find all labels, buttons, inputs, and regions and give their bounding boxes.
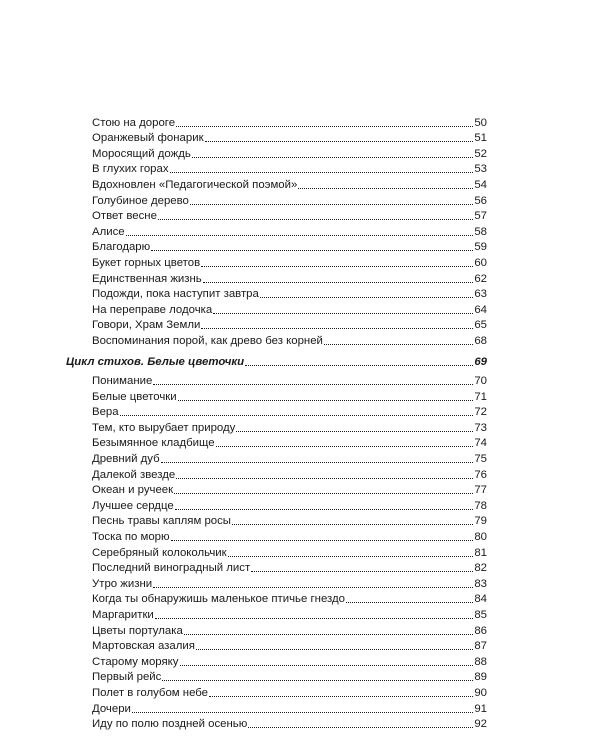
toc-entry-page-number: 52 [474, 147, 487, 160]
dot-leader [120, 415, 474, 416]
toc-entry-page-number: 59 [474, 241, 487, 254]
toc-entry-page-number: 79 [474, 515, 487, 528]
toc-entry-page-number: 58 [474, 225, 487, 238]
dot-leader [196, 649, 473, 650]
toc-entry [92, 450, 487, 466]
dot-leader [180, 665, 474, 666]
toc-entry-page-number: 89 [474, 671, 487, 684]
toc-entry [92, 669, 487, 685]
dot-leader [178, 400, 474, 401]
toc-entry [92, 317, 487, 333]
toc-entry-title: Древний дуб [92, 453, 160, 466]
dot-leader [162, 680, 473, 681]
toc-entry-page-number: 90 [474, 686, 487, 699]
dot-leader [192, 157, 474, 158]
dot-leader [209, 696, 473, 697]
toc-entry-title: Цикл стихов. Белые цветочки [66, 355, 245, 368]
toc-entry-page-number: 70 [474, 375, 487, 388]
toc-entry [92, 332, 487, 348]
dot-leader [161, 462, 474, 463]
toc-entry [92, 482, 487, 498]
toc-entry-title: Ответ весне [92, 210, 157, 223]
toc-entry-page-number: 85 [474, 609, 487, 621]
toc-entry-title: Тоска по морю [92, 531, 170, 544]
dot-leader [298, 188, 473, 189]
toc-entry [92, 192, 487, 208]
dot-leader [151, 250, 473, 251]
toc-entry-page-number: 54 [474, 178, 487, 191]
toc-entry [92, 388, 487, 404]
toc-entry [92, 301, 487, 317]
toc-entry-page-number: 92 [474, 718, 487, 731]
toc-entry [92, 161, 487, 177]
table-of-contents [0, 114, 600, 731]
toc-entry [92, 622, 487, 638]
toc-entry-page-number: 57 [474, 210, 487, 223]
dot-leader [126, 235, 474, 236]
dot-leader [346, 602, 473, 603]
dot-leader [190, 204, 473, 205]
toc-entry [92, 419, 487, 435]
dot-leader [232, 524, 473, 525]
toc-entry-title: На переправе лодочка [92, 303, 213, 316]
toc-entry-title: Далекой звезде [92, 468, 176, 481]
dot-leader [216, 446, 474, 447]
toc-entry-page-number: 71 [474, 390, 487, 403]
dot-leader [203, 282, 474, 283]
toc-entry-title: Океан и ручеек [92, 484, 174, 497]
toc-entry-page-number: 50 [474, 116, 487, 129]
toc-entry-page-number: 83 [474, 577, 487, 590]
dot-leader [248, 727, 473, 728]
toc-entry-page-number: 56 [474, 194, 487, 207]
toc-entry-title: Оранжевый фонарик [92, 132, 204, 145]
toc-section-heading [66, 353, 487, 369]
dot-leader [170, 172, 474, 173]
toc-entry-page-number: 77 [474, 484, 487, 497]
toc-entry-page-number: 81 [474, 546, 487, 559]
toc-entry [92, 653, 487, 669]
toc-entry-page-number: 75 [474, 453, 487, 466]
toc-entry-title: Говори, Храм Земли [92, 319, 201, 332]
toc-entry-title: Песнь травы каплям росы [92, 515, 231, 528]
dot-leader [132, 712, 473, 713]
toc-entry [92, 254, 487, 270]
dot-leader [158, 219, 473, 220]
toc-entry-page-number: 80 [474, 531, 487, 544]
dot-leader [171, 540, 474, 541]
toc-entry [92, 544, 487, 560]
toc-entry-page-number: 82 [474, 562, 487, 575]
toc-entry-page-number: 72 [474, 406, 487, 419]
dot-leader [201, 266, 473, 267]
dot-leader [251, 571, 473, 572]
toc-entry [92, 606, 487, 622]
toc-entry-title: В глухих горах [92, 163, 169, 176]
toc-entry-title: Последний виноградный лист [92, 562, 251, 575]
toc-entry-title: Единственная жизнь [92, 272, 202, 285]
dot-leader [176, 478, 473, 479]
toc-entry [92, 684, 487, 700]
dot-leader [174, 493, 473, 494]
toc-entry-title: Понимание [92, 375, 153, 388]
toc-entry-title: Воспоминания порой, как древо без корней [92, 334, 323, 347]
toc-entry-page-number: 69 [474, 355, 487, 368]
toc-entry-title: Мартовская азалия [92, 640, 195, 653]
toc-entry-title: Тем, кто вырубает природу [92, 421, 236, 434]
toc-entry [92, 513, 487, 529]
toc-entry-title: Безымянное кладбище [92, 437, 215, 450]
dot-leader [153, 587, 473, 588]
toc-entry-page-number: 73 [474, 421, 487, 434]
toc-entry-page-number: 60 [474, 256, 487, 269]
toc-entry [92, 591, 487, 607]
toc-entry [92, 145, 487, 161]
toc-entry-title: Алисе [92, 225, 125, 238]
toc-entry-title: Стою на дороге [92, 116, 176, 129]
toc-entry-page-number: 91 [474, 702, 487, 715]
dot-leader [153, 384, 473, 385]
toc-entry-page-number: 64 [474, 303, 487, 316]
toc-entry [92, 466, 487, 482]
toc-entry-title: Букет горных цветов [92, 256, 201, 269]
dot-leader [236, 431, 473, 432]
toc-entry [92, 716, 487, 732]
toc-entry-title: Благодарю [92, 241, 151, 254]
toc-entry-title: Утро жизни [92, 577, 153, 590]
toc-entry [92, 114, 487, 130]
dot-leader [175, 509, 474, 510]
toc-entry-title: Полет в голубом небе [92, 686, 209, 699]
toc-entry-title: Старому моряку [92, 655, 179, 668]
dot-leader [155, 618, 474, 619]
dot-leader [201, 328, 473, 329]
toc-entry-title: Первый рейс [92, 671, 162, 684]
toc-entry-page-number: 87 [474, 640, 487, 653]
toc-entry-page-number: 68 [474, 334, 487, 347]
toc-entry-page-number: 53 [474, 163, 487, 176]
dot-leader [184, 634, 474, 635]
dot-leader [245, 365, 473, 366]
toc-entry-title: Белые цветочки [92, 390, 177, 403]
toc-entry [92, 239, 487, 255]
dot-leader [324, 344, 473, 345]
dot-leader [228, 556, 474, 557]
dot-leader [176, 126, 473, 127]
toc-entry [92, 700, 487, 716]
toc-entry [92, 497, 487, 513]
toc-entry-title: Вера [92, 406, 119, 419]
dot-leader [260, 297, 473, 298]
toc-entry-page-number: 62 [474, 272, 487, 285]
toc-entry [92, 575, 487, 591]
toc-entry-page-number: 86 [474, 624, 487, 637]
toc-entry [92, 223, 487, 239]
toc-entry-title: Моросящий дождь [92, 147, 191, 160]
toc-entry [92, 435, 487, 451]
toc-entry-page-number: 65 [474, 319, 487, 332]
toc-entry [92, 404, 487, 420]
toc-entry-page-number: 51 [474, 132, 487, 145]
toc-entry-title: Дочери [92, 702, 131, 715]
toc-entry [92, 208, 487, 224]
toc-entry [92, 638, 487, 654]
toc-entry-page-number: 88 [474, 655, 487, 668]
toc-entry-page-number: 63 [474, 288, 487, 301]
toc-entry-title: Серебряный колокольчик [92, 546, 227, 559]
toc-entry [92, 373, 487, 389]
toc-entry-page-number: 84 [474, 593, 487, 606]
toc-entry-title: Маргаритки [92, 609, 154, 621]
toc-entry [92, 270, 487, 286]
toc-entry [92, 528, 487, 544]
toc-entry-page-number: 78 [474, 499, 487, 512]
toc-entry-title: Лучшее сердце [92, 499, 174, 512]
toc-entry-title: Голубиное дерево [92, 194, 189, 207]
toc-entry [92, 286, 487, 302]
dot-leader [205, 141, 474, 142]
toc-entry [92, 560, 487, 576]
toc-entry-title: Иду по полю поздней осенью [92, 718, 248, 731]
toc-entry-title: Подожди, пока наступит завтра [92, 288, 259, 301]
toc-entry-page-number: 74 [474, 437, 487, 450]
toc-entry-title: Когда ты обнаружишь маленькое птичье гнездо [92, 593, 345, 606]
toc-entry-page-number: 76 [474, 468, 487, 481]
dot-leader [213, 313, 473, 314]
toc-entry [92, 130, 487, 146]
toc-entry-title: Цветы портулака [92, 624, 183, 637]
toc-entry [92, 176, 487, 192]
toc-entry-title: Вдохновлен «Педагогической поэмой» [92, 178, 298, 191]
